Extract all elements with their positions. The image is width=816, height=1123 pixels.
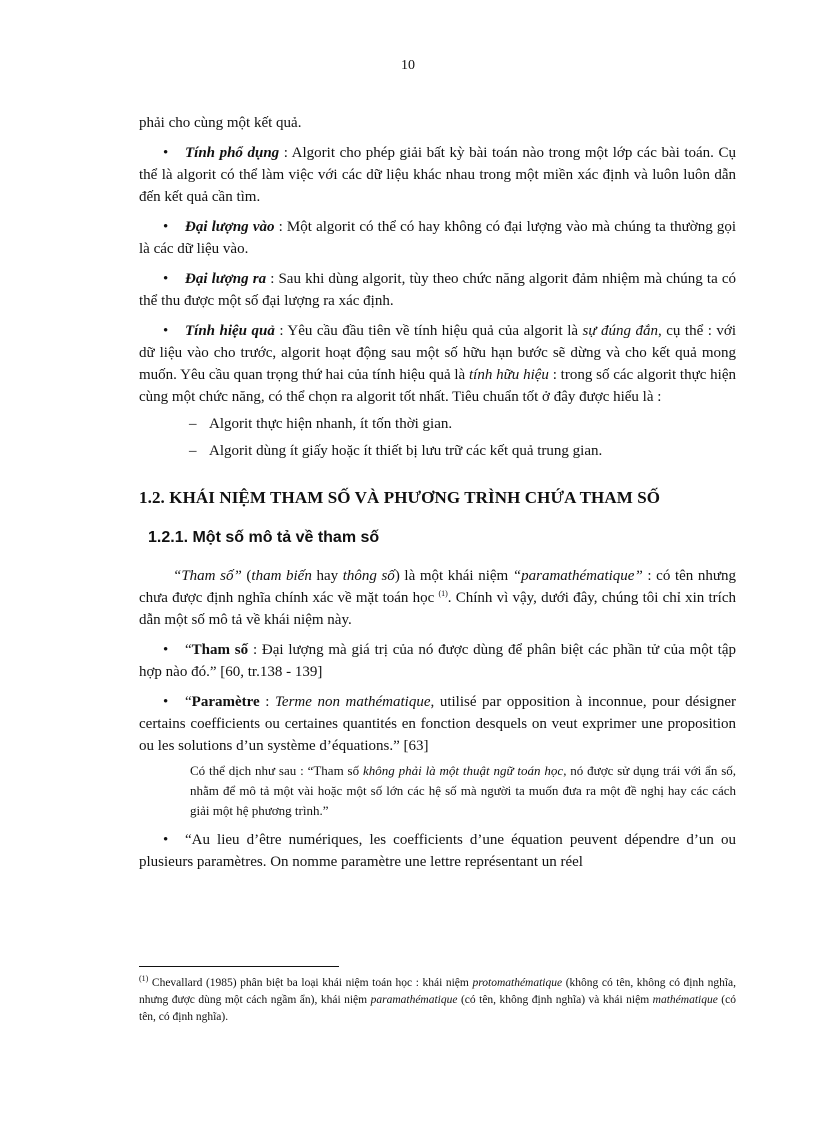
dash-icon: –: [189, 416, 197, 432]
bullet-text: : Algorit cho phép giải bất kỳ bài toán nào trong một lớp các bài toán. Cụ thể là algorit có thể làm việc với các dữ liệu khác nhau trong một miền xác định và luôn luôn dẫn đến kết quả cần tìm.: [139, 145, 736, 205]
bullet-term: Tham số: [191, 642, 249, 658]
intro-paragraph: “Tham số” (tham biến hay thông số) là một khái niệm “paramathématique” : có tên nhưng chưa được định nghĩa chính xác về mặt toán học $^{(1)}$. Chính vì vậy, dưới đây, chúng tôi chỉ xin trích dẫn một số mô tả về khái niệm này.: [139, 568, 736, 628]
quote-bullet: • “Au lieu d’être numériques, les coefficients d’une équation peuvent dépendre d’un ou plusieurs paramètres. On nomme paramètre une lettre représentant un réel: [139, 829, 736, 873]
bullet-item: [139, 268, 736, 312]
quote-bullet: • “Paramètre : Terme non mathématique, utilisé par opposition à inconnue, pour désigner certains coefficients ou certaines quantités en fonction desquels on veut exprimer une proposition ou les solutions d’un système d’équations.” [63]: [139, 691, 736, 757]
page-number: 10: [401, 58, 415, 73]
subsection-heading: 1.2.1. Một số mô tả về tham số: [148, 529, 380, 546]
bullet-icon: •: [163, 832, 169, 848]
paragraph-continuation: phải cho cùng một kết quả.: [139, 115, 302, 131]
bullet-item: • Tính hiệu quả : Yêu cầu đầu tiên về tính hiệu quả của algorit là sự đúng đắn, cụ thể : với dữ liệu vào cho trước, algorit hoạt động sau một số hữu hạn bước sẽ dừng và cho kết quả mong muốn. Yêu cầu quan trọng thứ hai của tính hiệu quả là tính hữu hiệu : trong số các algorit thực hiện cùng một chức năng, có thể chọn ra algorit tốt nhất. Tiêu chuẩn tốt ở đây được hiểu là :: [139, 320, 736, 408]
bullet-term: Tính hiệu quả: [185, 323, 275, 339]
dash-icon: –: [189, 443, 197, 459]
footnote-ref: (1): [438, 589, 448, 598]
bullet-text: : Sau khi dùng algorit, tùy theo chức năng algorit đảm nhiệm mà chúng ta có thể thu được một số đại lượng ra xác định.: [139, 271, 736, 309]
bullet-term: Paramètre: [191, 694, 260, 710]
bullet-icon: •: [163, 694, 169, 710]
page-body: [139, 112, 736, 873]
dash-list-item: – Algorit thực hiện nhanh, ít tốn thời gian.: [189, 413, 736, 435]
bullet-item: [139, 142, 736, 208]
dash-list-item: – Algorit dùng ít giấy hoặc ít thiết bị lưu trữ các kết quả trung gian.: [189, 440, 736, 462]
bullet-item: [139, 216, 736, 260]
bullet-icon: •: [163, 271, 169, 287]
footnote: $^{(1)}$ Chevallard (1985) phân biệt ba loại khái niệm toán học : khái niệm protomathématique (không có tên, không có định nghĩa, nhưng được dùng một cách ngầm ẩn), khái niệm paramathématique (có tên, không định nghĩa) và khái niệm mathématique (có tên, có định nghĩa).: [139, 974, 736, 1023]
bullet-icon: •: [163, 219, 169, 235]
bullet-term: Tính phổ dụng: [185, 145, 280, 161]
footnote-divider: [139, 966, 339, 967]
quote-bullet: • “Tham số : Đại lượng mà giá trị của nó được dùng để phân biệt các phần tử của một tập hợp nào đó.” [60, tr.138 - 139]: [139, 639, 736, 683]
translation-quote: Có thể dịch như sau : “Tham số không phải là một thuật ngữ toán học, nó được sử dụng trái với ẩn số, nhằm để mô tả một vài hoặc một số lớn các hệ số mà người ta muốn đưa ra một đề nghị hay các cách giải một hệ phương trình.”: [190, 763, 737, 818]
bullet-icon: •: [163, 323, 169, 339]
bullet-text: : Một algorit có thể có hay không có đại lượng vào mà chúng ta thường gọi là các dữ liệu vào.: [139, 219, 736, 257]
section-heading: 1.2. KHÁI NIỆM THAM SỐ VÀ PHƯƠNG TRÌNH CHỨA THAM SỐ: [139, 488, 661, 507]
bullet-icon: •: [163, 642, 169, 658]
bullet-term: Đại lượng ra: [185, 271, 267, 287]
footnote-mark: (1): [139, 974, 149, 984]
bullet-term: Đại lượng vào: [185, 219, 275, 235]
bullet-icon: •: [163, 145, 169, 161]
